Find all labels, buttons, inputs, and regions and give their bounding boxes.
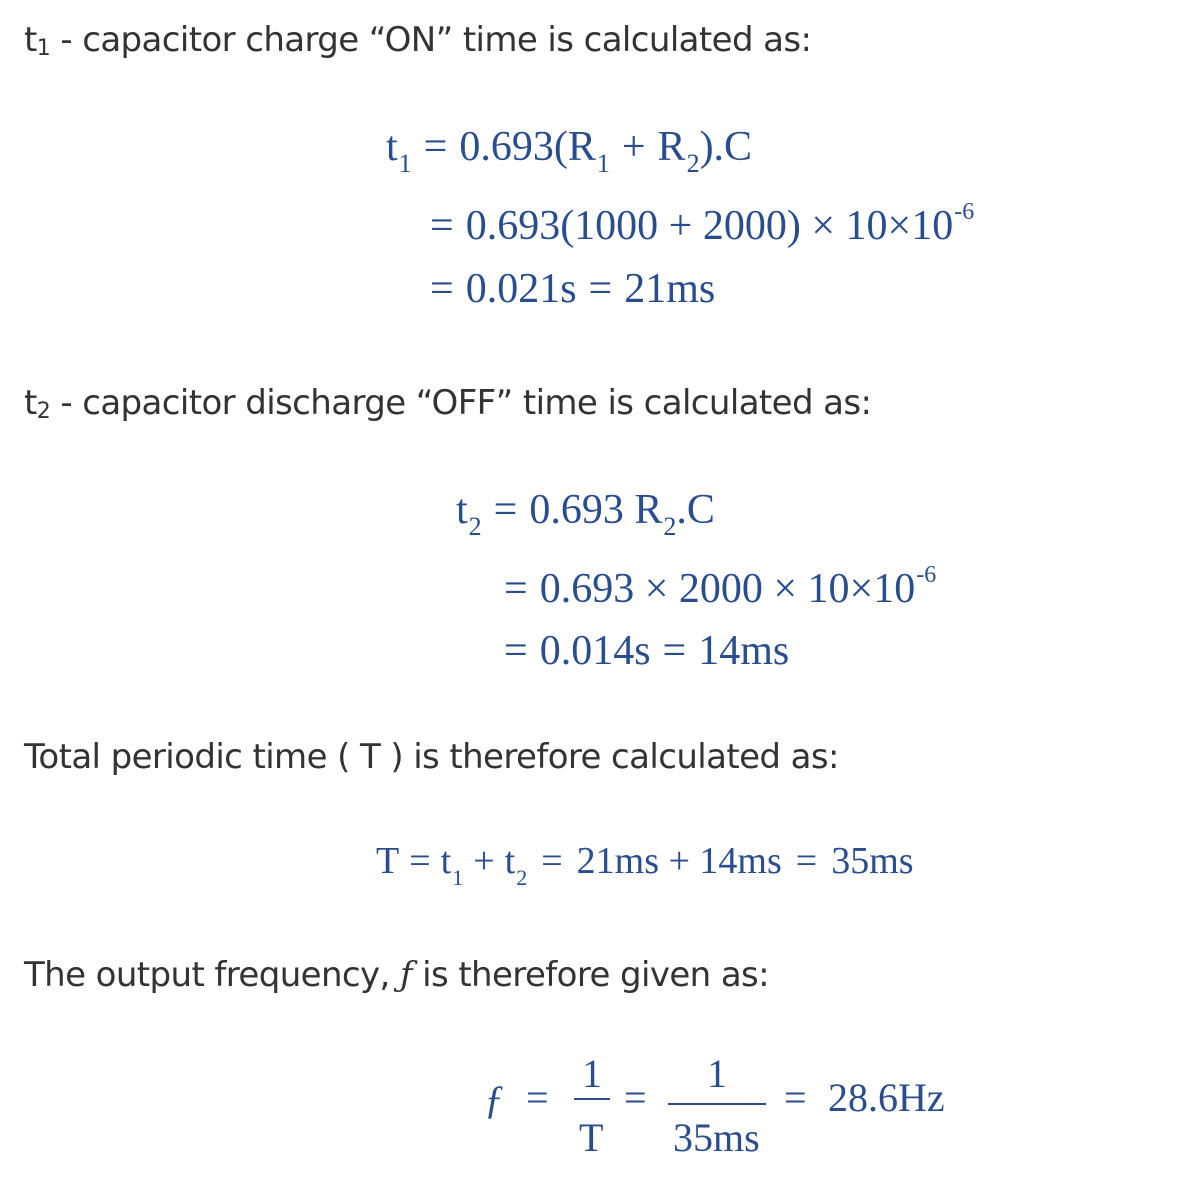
r2-subscript: 2 xyxy=(686,149,700,178)
equals-sign: = xyxy=(504,566,528,612)
equals-sign: = xyxy=(409,840,431,882)
t2-substitution: 0.693 × 2000 × 10×10 xyxy=(539,566,916,612)
fraction-2-bar xyxy=(668,1103,766,1105)
total-time-heading: Total periodic time ( T ) is therefore calculated as: xyxy=(24,737,839,777)
t1-equation-line-1 xyxy=(386,124,753,178)
t2-term-r2: 0.693 R xyxy=(529,487,663,533)
equals-sign: = xyxy=(423,124,448,170)
fraction-1-bar xyxy=(574,1098,610,1100)
t1-lhs: t xyxy=(386,124,398,170)
equals-sign: = xyxy=(493,487,518,533)
equals-sign: = xyxy=(541,840,563,882)
t2-equation-line-3 xyxy=(492,630,789,672)
t2-heading-text: - capacitor discharge “OFF” time is calculated as: xyxy=(50,383,872,423)
t1-term-r1: 0.693(R xyxy=(459,124,596,170)
equals-sign: = xyxy=(784,1075,807,1120)
t2-equation-line-2 xyxy=(492,562,937,612)
fraction-2-denominator: 35ms xyxy=(673,1115,760,1160)
t1-heading xyxy=(24,18,811,62)
fraction-2-numerator: 1 xyxy=(707,1051,727,1096)
t1-term-c: ).C xyxy=(699,124,753,170)
frequency-heading xyxy=(24,953,769,997)
t1-equation-line-3 xyxy=(418,268,715,310)
equals-sign: = xyxy=(795,840,818,882)
t1-subscript: 1 xyxy=(452,865,464,890)
equals-sign: = xyxy=(588,266,613,312)
t1-substitution: 0.693(1000 + 2000) × 10×10 xyxy=(465,203,954,249)
t2-equation-line-1 xyxy=(456,487,715,541)
t2-term-c: .C xyxy=(676,487,715,533)
t2-result-ms: 14ms xyxy=(698,628,790,674)
plus-sign: + xyxy=(621,124,646,170)
fraction-1-numerator: 1 xyxy=(582,1051,602,1096)
r2-subscript: 2 xyxy=(663,512,677,541)
r1-subscript: 1 xyxy=(596,149,610,178)
t2-symbol: t xyxy=(504,840,516,882)
t2-heading-subscript: 2 xyxy=(36,399,51,424)
frequency-result: 28.6Hz xyxy=(828,1075,945,1120)
equals-sign: = xyxy=(662,628,687,674)
t2-subscript: 2 xyxy=(516,865,528,890)
plus-sign: + xyxy=(473,840,495,882)
t2-exponent: -6 xyxy=(916,562,937,588)
t2-lhs-subscript: 2 xyxy=(468,512,482,541)
t1-equation-line-2 xyxy=(418,199,975,249)
t2-heading xyxy=(24,381,871,425)
t1-lhs-subscript: 1 xyxy=(398,149,412,178)
t1-result-ms: 21ms xyxy=(624,266,716,312)
t1-exponent: -6 xyxy=(954,199,975,225)
t2-lhs: t xyxy=(456,487,468,533)
t1-heading-subscript: 1 xyxy=(36,36,51,61)
f-symbol: ƒ xyxy=(484,1077,504,1122)
equals-sign: = xyxy=(624,1075,647,1120)
total-time-equation xyxy=(376,840,914,890)
t1-result-seconds: 0.021s xyxy=(465,266,577,312)
equals-sign: = xyxy=(526,1075,549,1120)
frequency-heading-text-a: The output frequency, xyxy=(24,955,400,995)
t1-term-r2: R xyxy=(657,124,686,170)
t1-symbol: t xyxy=(440,840,452,882)
frequency-symbol: ƒ xyxy=(399,955,412,995)
period-result: 35ms xyxy=(831,840,914,882)
period-sum: 21ms + 14ms xyxy=(576,840,782,882)
t2-heading-symbol: t xyxy=(24,383,37,423)
t2-result-seconds: 0.014s xyxy=(539,628,651,674)
period-symbol: T xyxy=(376,840,400,882)
frequency-heading-text-b: is therefore given as: xyxy=(411,955,770,995)
fraction-1-denominator: T xyxy=(579,1115,604,1160)
equals-sign: = xyxy=(504,628,528,674)
equals-sign: = xyxy=(430,266,454,312)
equals-sign: = xyxy=(430,203,454,249)
t1-heading-text: - capacitor charge “ON” time is calculated as: xyxy=(50,20,812,60)
t1-heading-symbol: t xyxy=(24,20,37,60)
